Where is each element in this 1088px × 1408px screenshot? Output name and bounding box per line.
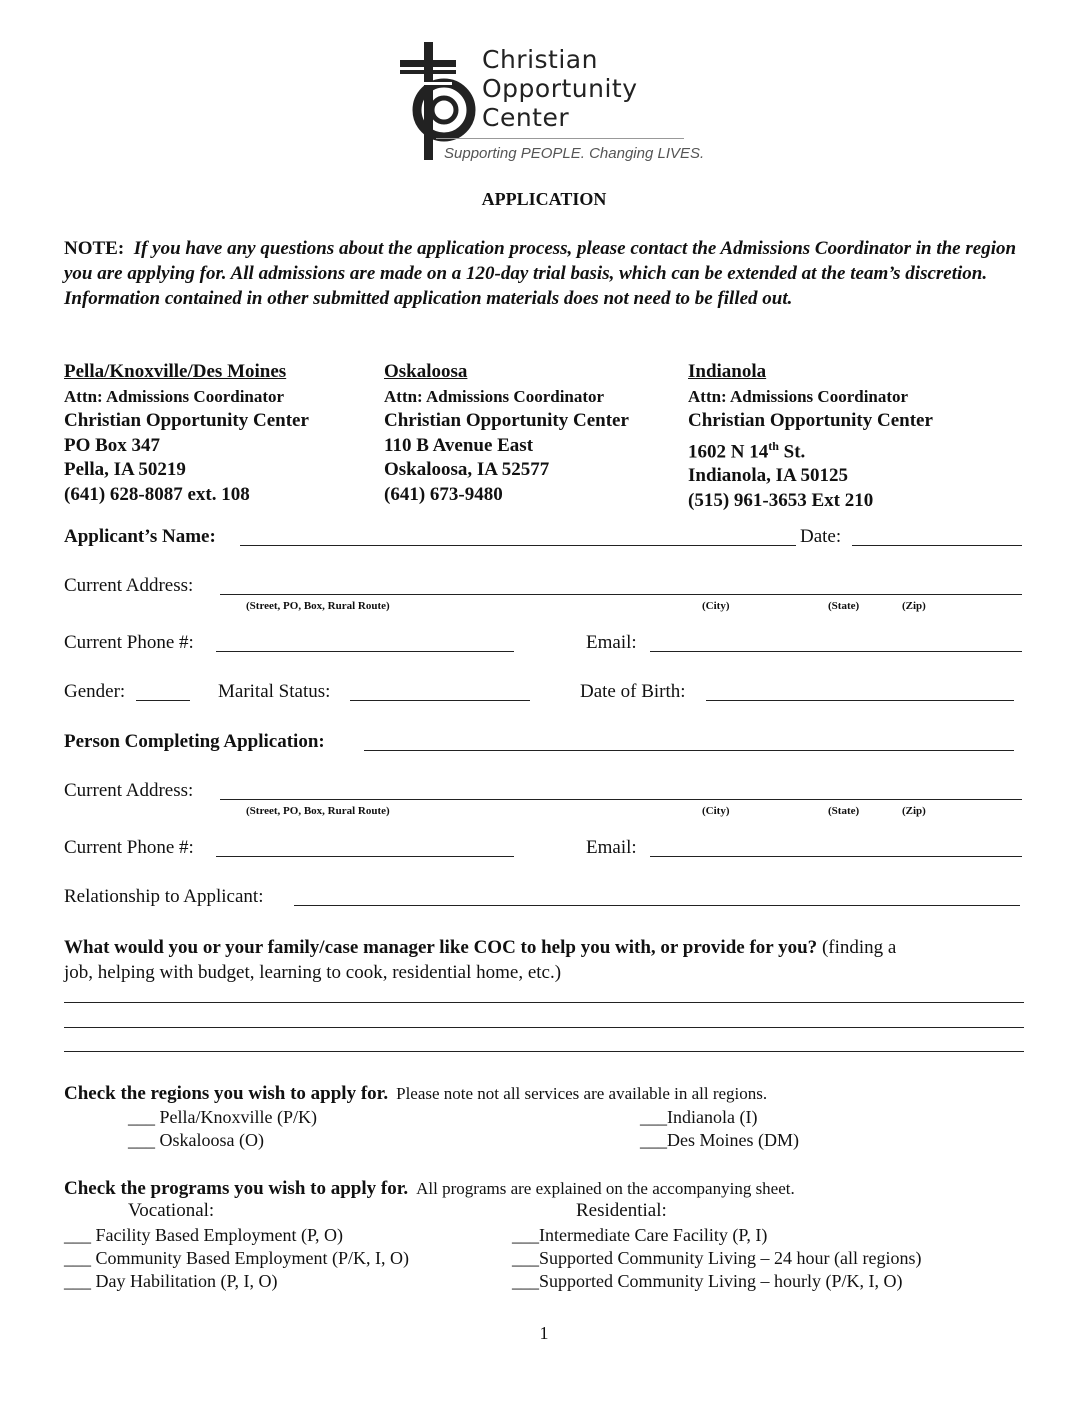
completer-address-field[interactable]	[220, 799, 1022, 800]
office-indianola	[688, 360, 933, 513]
date-label: Date:	[800, 526, 842, 547]
residential-label: Residential:	[576, 1200, 667, 1221]
office-phone: (641) 673-9480	[384, 483, 503, 505]
applicant-name-field[interactable]	[240, 545, 796, 546]
note-text: If you have any questions about the application process, please contact the Admissions Coordinator in the region you are applying for. All admissions are made on a 120-day trial basis, which can be extended at the team’s discretion. Information contained in other submitted application materials does not need to be filled out.	[64, 238, 1017, 309]
program-option-community-based[interactable]: ___ Community Based Employment (P/K, I, O)	[64, 1248, 409, 1268]
email-label: Email:	[586, 632, 637, 653]
logo	[396, 38, 705, 168]
office-street: 1602 N 14th St.	[688, 438, 806, 462]
address-state-hint: (State)	[828, 805, 860, 817]
logo-line-3: Center	[482, 103, 570, 132]
office-city: Pella, IA 50219	[64, 459, 186, 480]
address-street-hint: (Street, PO, Box, Rural Route)	[246, 805, 390, 817]
program-option-day-habilitation[interactable]: ___ Day Habilitation (P, I, O)	[64, 1271, 278, 1291]
office-org: Christian Opportunity Center	[688, 410, 933, 431]
relationship-field[interactable]	[294, 905, 1020, 906]
current-address-field[interactable]	[220, 594, 1022, 595]
region-option-indianola[interactable]: ___Indianola (I)	[640, 1107, 758, 1127]
applicant-name-label: Applicant’s Name:	[64, 526, 216, 547]
address-zip-hint: (Zip)	[902, 805, 926, 817]
marital-status-field[interactable]	[350, 700, 530, 701]
page-title: APPLICATION	[481, 189, 607, 209]
completer-phone-label: Current Phone #:	[64, 837, 194, 858]
office-region: Pella/Knoxville/Des Moines	[64, 361, 287, 382]
office-pella	[64, 360, 309, 507]
help-question-bold: What would you or your family/case manager like COC to help you with, or provide for you?	[64, 937, 818, 958]
address-city-hint: (City)	[702, 600, 730, 612]
office-phone: (641) 628-8087 ext. 108	[64, 483, 250, 505]
region-option-pella[interactable]: ___ Pella/Knoxville (P/K)	[128, 1107, 317, 1127]
programs-section	[64, 1178, 795, 1200]
completer-email-label: Email:	[586, 837, 637, 858]
current-address-label: Current Address:	[64, 575, 194, 596]
help-question-hint-2: job, helping with budget, learning to cook, residential home, etc.)	[64, 962, 562, 983]
region-option-des-moines[interactable]: ___Des Moines (DM)	[640, 1130, 799, 1150]
office-oskaloosa	[384, 360, 629, 507]
address-city-hint: (City)	[702, 805, 730, 817]
office-phone: (515) 961-3653 Ext 210	[688, 489, 874, 511]
help-answer-line-2[interactable]	[64, 1027, 1024, 1028]
current-phone-label: Current Phone #:	[64, 632, 194, 653]
dob-field[interactable]	[706, 700, 1014, 701]
address-zip-hint: (Zip)	[902, 600, 926, 612]
help-question	[64, 935, 1030, 985]
office-region: Indianola	[688, 361, 767, 382]
completer-address-label: Current Address:	[64, 780, 194, 801]
office-street: 110 B Avenue East	[384, 434, 534, 456]
program-option-facility-based[interactable]: ___ Facility Based Employment (P, O)	[64, 1225, 343, 1245]
regions-section	[64, 1083, 767, 1105]
logo-tagline: Supporting PEOPLE. Changing LIVES.	[444, 145, 705, 162]
note	[64, 236, 1030, 311]
office-attn: Attn: Admissions Coordinator	[688, 386, 909, 406]
office-city: Oskaloosa, IA 52577	[384, 459, 550, 480]
office-org: Christian Opportunity Center	[64, 410, 309, 431]
help-answer-line-3[interactable]	[64, 1051, 1024, 1052]
regions-note: Please note not all services are available in all regions.	[396, 1084, 768, 1103]
person-completing-field[interactable]	[364, 750, 1014, 751]
email-field[interactable]	[650, 651, 1022, 652]
relationship-label: Relationship to Applicant:	[64, 886, 264, 907]
marital-status-label: Marital Status:	[218, 681, 331, 702]
program-option-scl-24-hour[interactable]: ___Supported Community Living – 24 hour (all regions)	[512, 1248, 922, 1268]
dob-label: Date of Birth:	[580, 681, 686, 702]
office-attn: Attn: Admissions Coordinator	[384, 386, 605, 406]
date-field[interactable]	[852, 545, 1022, 546]
office-city: Indianola, IA 50125	[688, 465, 848, 487]
gender-label: Gender:	[64, 681, 126, 702]
programs-note: All programs are explained on the accompanying sheet.	[416, 1179, 795, 1198]
help-question-hint: (finding a	[817, 937, 897, 958]
office-org: Christian Opportunity Center	[384, 410, 629, 431]
office-attn: Attn: Admissions Coordinator	[64, 386, 285, 406]
page-number: 1	[539, 1323, 549, 1343]
program-option-icf[interactable]: ___Intermediate Care Facility (P, I)	[512, 1225, 768, 1245]
address-state-hint: (State)	[828, 600, 860, 612]
programs-heading: Check the programs you wish to apply for.	[64, 1178, 409, 1199]
completer-email-field[interactable]	[650, 856, 1022, 857]
vocational-label: Vocational:	[128, 1200, 215, 1221]
office-region: Oskaloosa	[384, 361, 468, 382]
logo-line-1: Christian	[482, 45, 598, 74]
completer-phone-field[interactable]	[216, 856, 514, 857]
region-option-oskaloosa[interactable]: ___ Oskaloosa (O)	[128, 1130, 264, 1150]
person-completing-label: Person Completing Application:	[64, 731, 325, 752]
regions-heading: Check the regions you wish to apply for.	[64, 1083, 389, 1104]
address-street-hint: (Street, PO, Box, Rural Route)	[246, 600, 390, 612]
office-street: PO Box 347	[64, 434, 161, 456]
program-option-scl-hourly[interactable]: ___Supported Community Living – hourly (P/K, I, O)	[512, 1271, 903, 1291]
gender-field[interactable]	[136, 700, 190, 701]
logo-line-2: Opportunity	[482, 74, 638, 103]
note-label: NOTE:	[64, 238, 125, 259]
help-answer-line-1[interactable]	[64, 1002, 1024, 1003]
current-phone-field[interactable]	[216, 651, 514, 652]
